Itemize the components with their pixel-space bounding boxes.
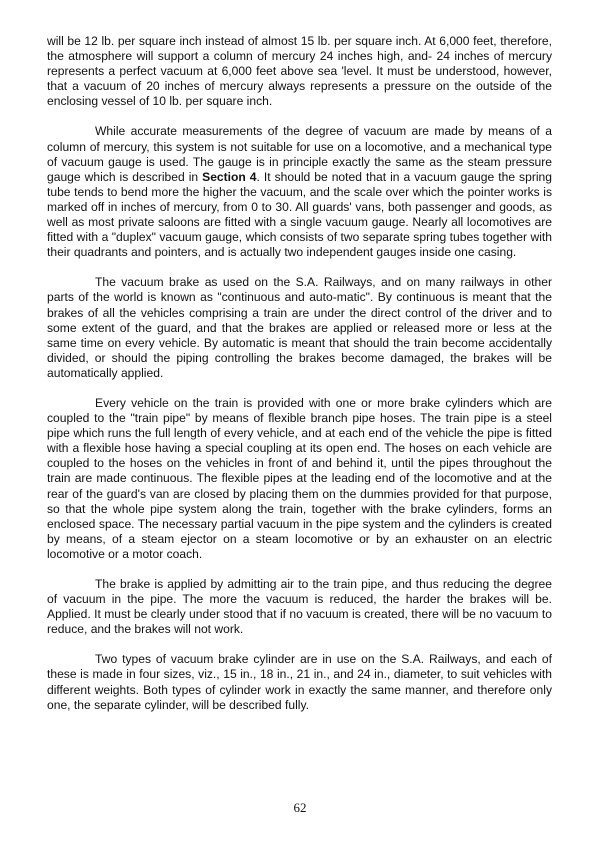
section-reference: Section 4 — [202, 169, 257, 184]
body-text — [47, 34, 552, 713]
paragraph-vacuum-gauge-text-before: While accurate measurements of the degree of vacuum are made by means of a column of mercury, this system is not suitable for use on a locomotive, and a mechanical type of vacuum gauge is used. The gauge is in principle exactly the same as the steam pressure gauge which is described in — [47, 124, 552, 184]
paragraph-brake-cylinders: Every vehicle on the train is provided with one or more brake cylinders which are coupled to the "train pipe" by means of flexible branch pipe hoses. The train pipe is a steel pipe which runs the full length of every vehicle, and at each end of the vehicle the pipe is fitted with a flexible hose having a special coupling at its open end. The hoses on each vehicle are coupled to the hoses on the vehicles in front of and behind it, until the pipes throughout the train are made continuous. The flexible pipes at the leading end of the locomotive and at the rear of the guard's van are closed by placing them on the dummies provided for that purpose, so that the whole pipe system along the train, together with the brake cylinders, forms an enclosed space. The necessary partial vacuum in the pipe system and the cylinders is created by means, of a steam ejector on a steam locomotive or by an exhauster on an electric locomotive or a motor coach. — [47, 395, 552, 561]
paragraph-vacuum-gauge-text-after: . It should be noted that in a vacuum gauge the spring tube tends to bend more the higher the vacuum, and the scale over which the pointer works is marked off in inches of mercury, from 0 to 30. All guards' vans, both passenger and goods, as well as most private saloons are fitted with a single vacuum gauge. Nearly all locomotives are fitted with a "duplex" vacuum gauge, which consists of two separate spring tubes together with their quadrants and pointers, and is actually two independent gauges inside one casing. — [47, 169, 552, 260]
paragraph-brake-application: The brake is applied by admitting air to the train pipe, and thus reducing the degree of vacuum in the pipe. The more the vacuum is reduced, the harder the brakes will be. Applied. It must be clearly under stood that if no vacuum is created, there will be no vacuum to reduce, and the brakes will not work. — [47, 577, 552, 637]
paragraph-continuous-automatic: The vacuum brake as used on the S.A. Railways, and on many railways in other parts of the world is known as "continuous and auto-matic". By continuous is meant that the brakes of all the vehicles comprising a train are under the direct control of the driver and to some extent of the guard, and that the brakes are applied or released more or less at the same time on every vehicle. By automatic is meant that should the train become accidentally divided, or should the piping controlling the brakes become damaged, the brakes will be automatically applied. — [47, 275, 552, 380]
paragraph-cylinder-types: Two types of vacuum brake cylinder are in use on the S.A. Railways, and each of these is made in four sizes, viz., 15 in., 18 in., 21 in., and 24 in., diameter, to suit vehicles with different weights. Both types of cylinder work in exactly the same manner, and therefore only one, the separate cylinder, will be described fully. — [47, 652, 552, 712]
paragraph-atmosphere-continuation: will be 12 lb. per square inch instead of almost 15 lb. per square inch. At 6,000 feet, therefore, the atmosphere will support a column of mercury 24 inches high, and- 24 inches of mercury represents a perfect vacuum at 6,000 feet above sea 'level. It must be understood, however, that a vacuum of 20 inches of mercury always represents a pressure on the outside of the enclosing vessel of 10 lb. per square inch. — [47, 34, 552, 109]
paragraph-vacuum-gauge — [47, 124, 552, 260]
page-number: 62 — [293, 800, 307, 815]
